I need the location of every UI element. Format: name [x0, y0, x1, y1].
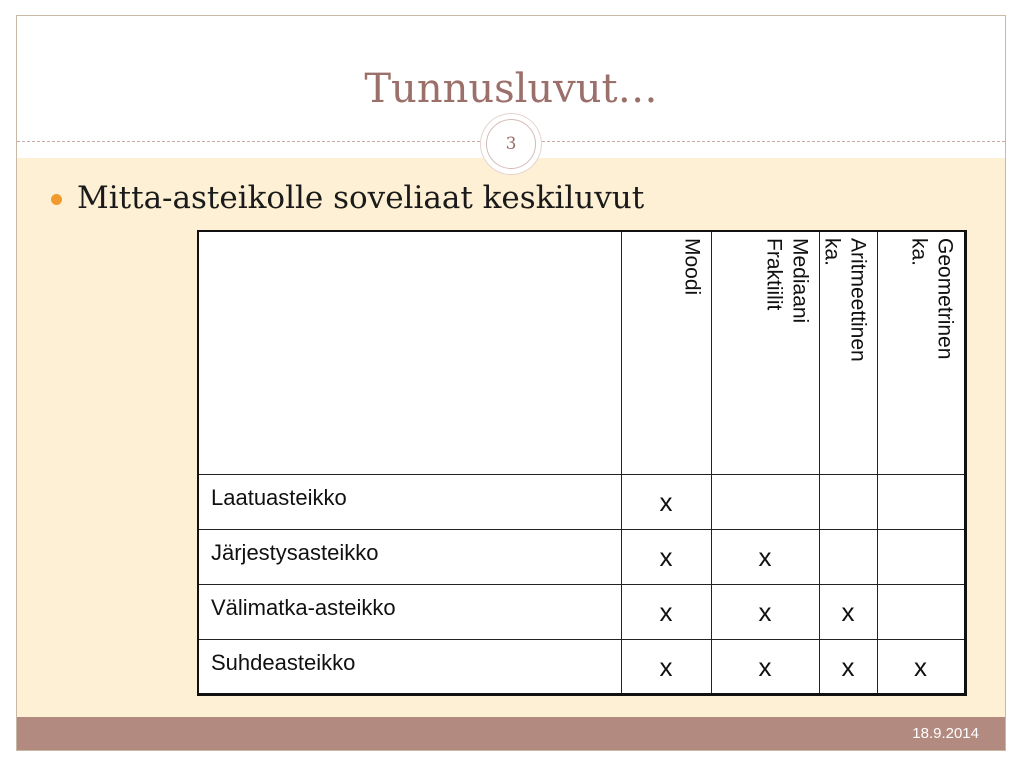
column-header-label: Moodi: [680, 238, 704, 296]
column-header-label: Aritmeettinen ka.: [820, 238, 870, 362]
table-cell: [877, 474, 965, 529]
scale-table: [197, 230, 967, 696]
table-cell: x: [877, 639, 965, 694]
footer-date: 18.9.2014: [912, 725, 979, 742]
table-cell: x: [711, 639, 819, 694]
table-cell: x: [621, 584, 711, 639]
table-cell: x: [819, 584, 877, 639]
table-cell: x: [711, 529, 819, 584]
table-cell: [877, 529, 965, 584]
bullet-dot-icon: [51, 194, 62, 205]
bullet-text: Mitta-asteikolle soveliaat keskiluvut: [77, 180, 645, 216]
column-header-moodi: [621, 231, 711, 474]
slide-number-badge: [486, 119, 536, 169]
row-label: Suhdeasteikko: [198, 639, 621, 694]
slide-title: Tunnusluvut…: [364, 66, 658, 112]
column-header-geometrinen: [877, 231, 965, 474]
table-cell: x: [819, 639, 877, 694]
table-cell: [819, 474, 877, 529]
table-row: [198, 474, 965, 529]
column-header-label: Mediaani Fraktiilit: [762, 238, 812, 324]
footer-bar: [17, 717, 1005, 750]
table-cell: x: [621, 474, 711, 529]
table-cell: x: [621, 639, 711, 694]
table-corner-cell: [198, 231, 621, 474]
column-header-label: Geometrinen ka.: [907, 238, 957, 360]
table-cell: x: [621, 529, 711, 584]
table-header-row: [198, 231, 965, 474]
column-header-aritmeettinen: [819, 231, 877, 474]
table-cell: [819, 529, 877, 584]
table-row: [198, 529, 965, 584]
slide-number: 3: [505, 134, 517, 154]
slide: [16, 15, 1006, 751]
row-label: Järjestysasteikko: [198, 529, 621, 584]
row-label: Välimatka-asteikko: [198, 584, 621, 639]
title-area: [17, 16, 1005, 158]
table-cell: x: [711, 584, 819, 639]
table-row: [198, 584, 965, 639]
table-row: [198, 639, 965, 694]
table-cell: [711, 474, 819, 529]
row-label: Laatuasteikko: [198, 474, 621, 529]
column-header-mediaani: [711, 231, 819, 474]
table-cell: [877, 584, 965, 639]
